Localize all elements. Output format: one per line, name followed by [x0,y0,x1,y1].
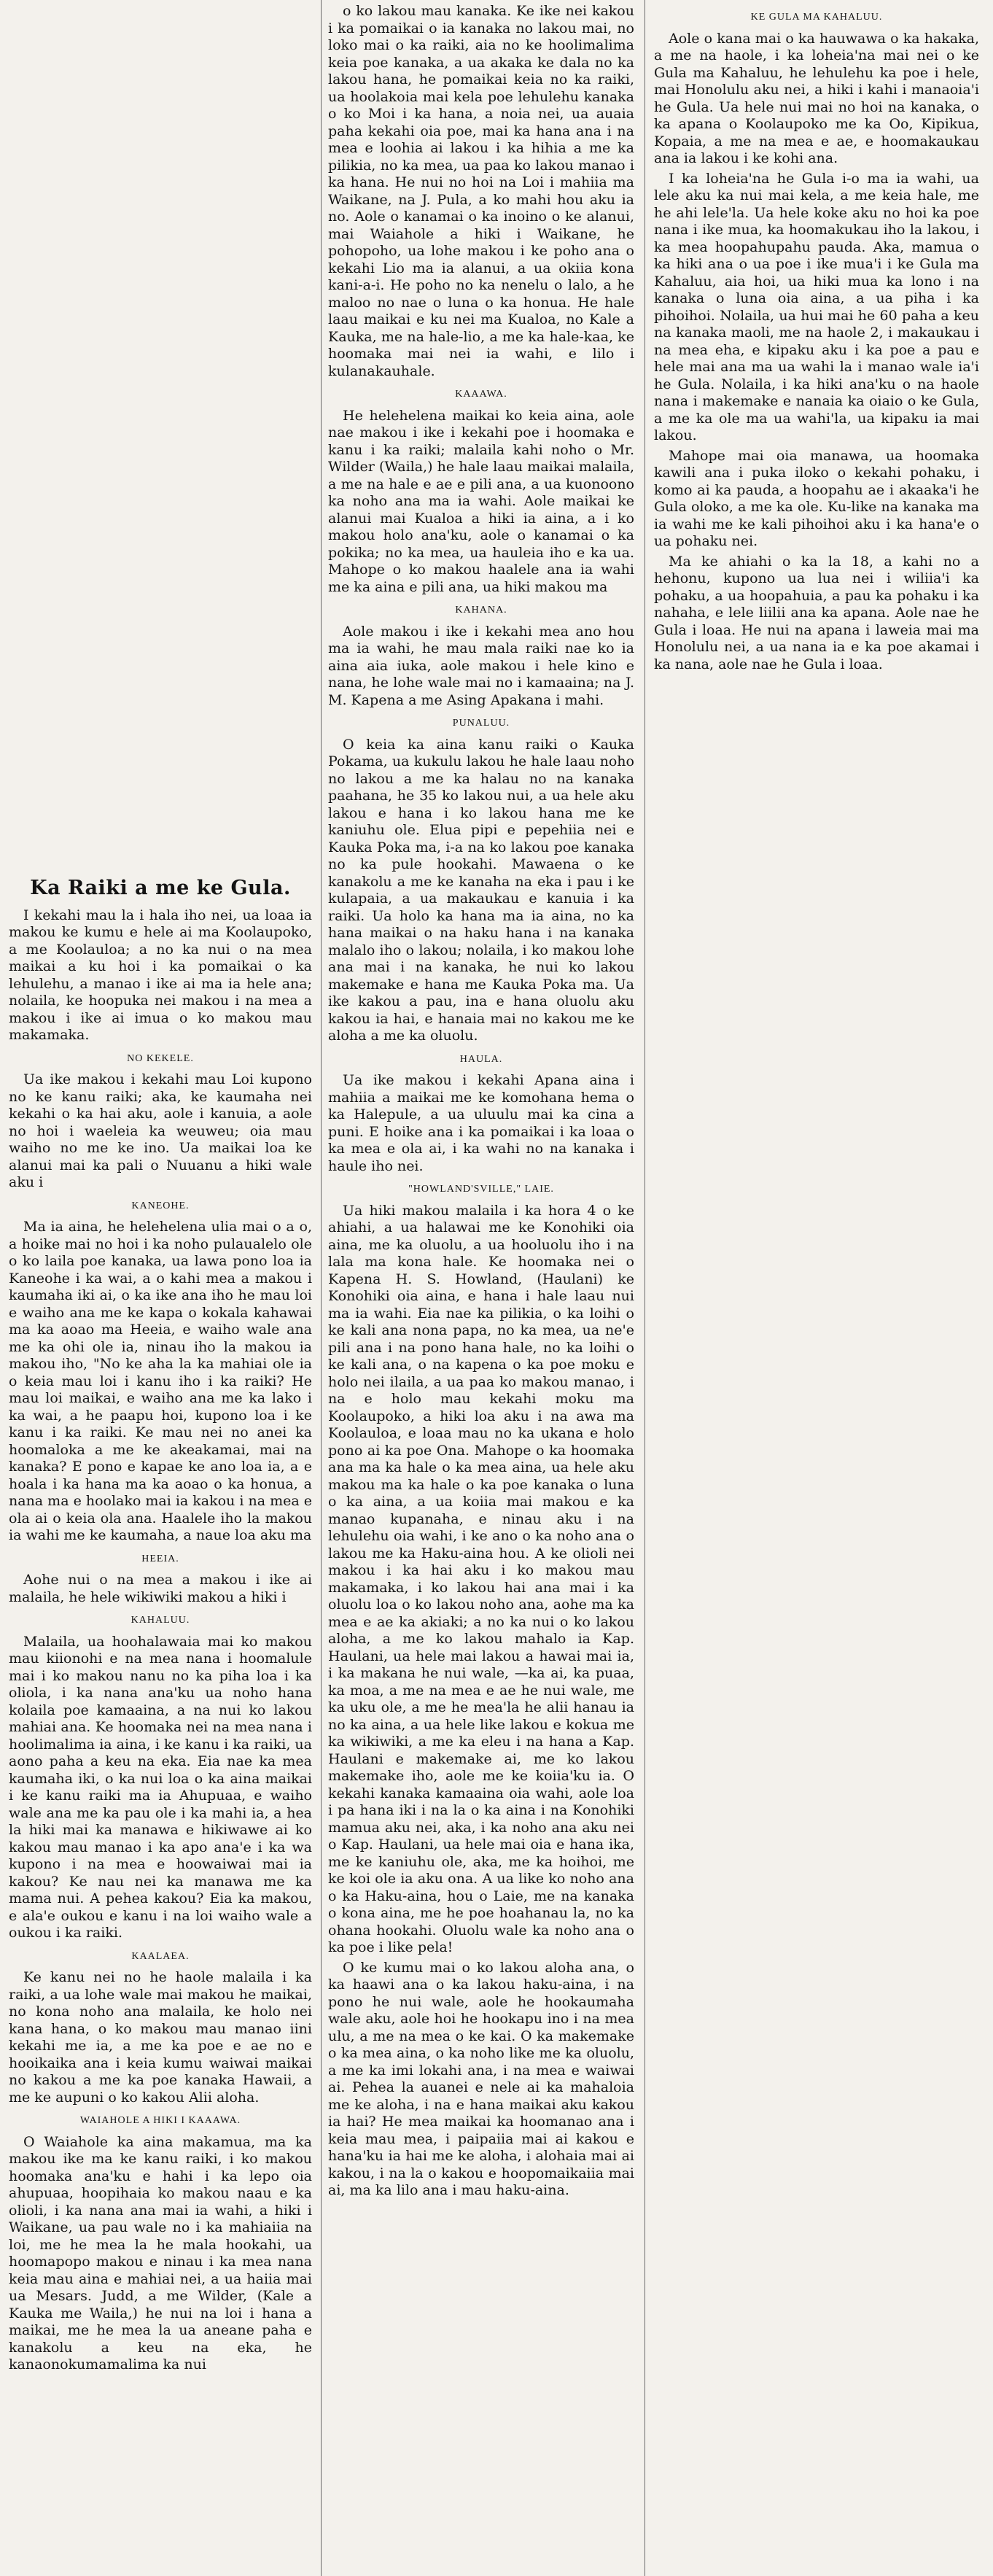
section-text: Ke kanu nei no he haole malaila i ka raiki, a ua lohe wale mai makou he maikai, no kona noho ana malaila, ke holo nei kana hana, o ko makou mau manao iini kekahi me ia, a me ka poe e ae no e hooikaika ana i keia kumu waiwai maikai no kakou a me ka poe kanaka Hawaii, a me ke aupuni o ko kakou Alii aloha. [9,1969,312,2106]
section-heading: "HOWLAND'SVILLE," LAIE. [408,1184,554,1195]
article-intro: I kekahi mau la i hala iho nei, ua loaa ia makou ke kumu e hele ai ma Koolaupoko, a me Koolauloa; a no ka nui o na mea maikai a ku hoi i ka pomaikai o ka lehulehu, a manao i ike ai ma ia hele ana; nolaila, ke hoopuka nei makou i na mea a makou i ike ai imua o ko makou mau makamaka. [9,907,312,1043]
section-text: O Waiahole ka aina makamua, ma ka makou ike ma ke kanu raiki, i ko makou hoomaka ana'ku e hahi i ka lepo oia ahupuaa, hoopihaia ko makou naau e ka olioli, i ka nana ana mai ia wahi, a hiki i Waikane, ua pau wale no i ka mahiaiia na loi, me he mea la he mala hookahi, ua hoomapopo makou e ninau i ka mea nana keia mau aina e mahiai nei, a ua haiia mai ua Mesars. Judd, a me Wilder, (Kale a Kauka me Waila,) he nui na loi i hana a maikai, me he mea la ua aneane paha e kanakolu a keu na eka, he kanaonokumamalima ka nui [9,2133,312,2373]
section-heading: NO KEKELE. [127,1052,194,1064]
section-text: Mahope mai oia manawa, ua hoomaka kawili ana i puka iloko o kekahi pohaku, i komo ai ka pauda, a hoopahu ae i akaaka'i he Gula oloko, a me ka ole. Ku-like na kanaka ma ia wahi me ke kali pihoihoi aku i ka hana'e o ua pohaku nei. [654,447,979,549]
section-heading: PUNALUU. [452,718,510,729]
section-text: Ua ike makou i kekahi mau Loi kupono no ke kanu raiki; aka, ke kaumaha nei kekahi o ka hai aku, aole i kanuia, a aole no hoi i waeleia ka weuweu; oia mau waiho no me ke ino. Ua maikai loa ke alanui mai ka pali o Nuuanu a hiki wale aku i [9,1071,312,1190]
article-title: Ka Raiki a me ke Gula. [30,877,291,899]
section-heading: HEEIA. [141,1553,179,1564]
section-text: Malaila, ua hoohalawaia mai ko makou mau kiionohi e na mea nana i hoomalule mai i ko makou nanu no ka piha loa i ka oliola, i ka nana ana'ku ua noho hana kolaila poe kamaaina, a na nui ko lakou mahiai ana. Ke hoomaka nei na mea nana i hoolimalima ia aina, i ke kanu i ka raiki, ua aono paha a keu na eka. Eia nae ka mea kaumaha iki, o ka nui loa o ka aina maikai i ke kanu raiki ma ia Ahupuaa, e waiho wale ana me ka pau ole i ka mahi ia, a hea la hiki mai ka manawa e hikiwawe ai ko kakou mau manao i ka apo ana'e i ka wa kupono i na mea e hoowaiwai mai ia kakou? Ke nau nei ka manawa me ka mama nui. A pehea kakou? Eia ka makou, e ala'e oukou e kanu i na loi waiho wale a oukou i ka raiki. [9,1633,312,1941]
section-text: Ma ke ahiahi o ka la 18, a kahi no a hehonu, kupono ua lua nei i wiliia'i ka pohaku, a ua hoopahuia, a pau ka pohaku i ka nahaha, e lele liilii ana ka apana. Aole nae he Gula i loaa. He nui na apana i laweia mai ma Honolulu nei, a ua nana ia e ka poe akamai i ka nana, aole nae he Gula i loaa. [654,553,979,672]
section-text: O ke kumu mai o ko lakou aloha ana, o ka haawi ana o ka lakou haku-aina, i na pono he nui wale, aole he hookaumaha wale aku, aole hoi he hookapu ino i na mea ulu, a me na mea o ke kai. O ka makemake o ka mea aina, o ka noho like me ka oluolu, a me ka imi lokahi ana, i na mea e waiwai ai. Pehea la auanei e nele ai ka mahaloia me ke aloha, i na e hana maikai aku kakou ia hai? He mea maikai ka hoomanao ana i keia mau mea, i paipaiia mai ai kakou e hana'ku ia hai me ke aloha, i alohaia mai ai kakou, i na la o kakou e hoopomaikaiia mai ai, ma ka lilo ana i mau haku-aina. [328,1959,634,2198]
section-heading: HAULA. [459,1053,503,1065]
section-text: Aole makou i ike i kekahi mea ano hou ma ia wahi, he mau mala raiki nae ko ia aina aia iuka, aole makou i hele kino e nana, he lohe wale mai no i kamaaina; na J. M. Kapena a me Asing Apakana i mahi. [328,623,634,708]
column-3 [654,3,979,2567]
section-text: I ka loheia'na he Gula i-o ma ia wahi, ua lele aku ka nui mai kela, a me keia hale, me he ahi lele'la. Ua hele koke aku no hoi ka poe nana i ike mua, ka hoomakukau iho la lakou, i ka mea hoopahupahu pauda. Aka, mamua o ka hiki ana o ua poe i ike mua'i i ke Gula ma Kahaluu, aia hoi, ua hiki mua ka lono i na kanaka o luna oia aina, a ua piha i ka pihoihoi. Nolaila, ua hui mai he 60 paha a keu na kanaka maoli, me na haole 2, i makaukau i na mea eha, e kipaku aku i ka poe a pau e hele mai ana ma ua wahi la i manao wale ia'i he Gula. Nolaila, i ka hiki ana'ku o na haole nana i makemake e nanaia ka oiaio o ke Gula, a me ka ole ma ua wahi'la, ua kipaku ia mai lakou. [654,170,979,443]
section-text: Ua hiki makou malaila i ka hora 4 o ke ahiahi, a ua halawai me ke Konohiki oia aina, me ka oluolu, a ua hooluolu iho i na lala ma kona hale. Ke hoomaka nei o Kapena H. S. Howland, (Haulani) ke Konohiki oia aina, e hana i hale laau nui ma ia wahi. Eia nae ka pilikia, o ka loihi o ke kali ana nona papa, no ka mea, ua ne'e pili ana i na pono hana hale, no ka loihi o ke kali ana, o na kapena o ka poe moku e holo nei ilaila, a ua paa ko makou manao, i na e holo mau kekahi moku ma Koolaupoko, a hiki loa aku i na awa ma Koolauloa, e loaa mau no ka ukana e holo pono ai ka poe Ona. Mahope o ka hoomaka ana ma ka hale o ka mea aina, ua hele aku makou ma ka hale o ka poe kanaka o luna o ka aina, a ua koiia mai makou e ka manao kupanaha, e ninau aku i na lehulehu oia wahi, i ke ano o ka noho ana o lakou me ka Haku-aina hou. A ke olioli nei makou i ka hai aku i ko makou mau makamaka, i ko lakou hai ana mai i ka oluolu loa o ko lakou noho ana, aohe ma ka mea e ae ka akiaki; a no ka nui o ko lakou aloha, a me ko lakou mahalo ia Kap. Haulani, ua hele mai lakou a hawai mai ia, i ka makana he nui wale, —ka ai, ka puaa, ka moa, a me na mea e ae he nui wale, me ka uku ole, a me he mea'la he alii hanau ia no ka aina, a ua hele like lakou e kokua me ka wikiwiki, a me ka eleu i na hana a Kap. Haulani e makemake ai, me ko lakou makemake iho, aole me ke koiia'ku ia. O kekahi kanaka kamaaina oia wahi, aole loa i pa hana iki i na la o ka aina i na Konohiki mamua aku nei, aka, i ka noho ana aku nei o Kap. Haulani, ua hele mai oia e hana ika, me ke kaniuhu ole, aka, me ka hoihoi, me ke koi ole ia aku ona. A ua like ko noho ana o ka Haku-aina, hou o Laie, me na kanaka o kona aina, me he poe hoahanau la, no ka ohana hookahi. Oluolu wale ka noho ana o ka poe i like pela! [328,1202,634,1955]
section-text: o ko lakou mau kanaka. Ke ike nei kakou i ka pomaikai o ia kanaka no lakou mai, no loko mai o ka raiki, aia no ke hoolimalima keia poe kanaka, a ua akaka ke dala no ka lakou hana, he pomaikai keia no ka raiki, ua hoolakoia mai kela poe lehulehu kanaka o ko Moi i ka hana, a noia nei, ua auaia paha kekahi oia poe, mai ka hana ana i na mea e loohia ai lakou i ka hihia a me ka pilikia, no ka mea, ua paa ko lakou manao i ka hana. He nui no hoi na Loi i mahiia ma Waikane, na J. Pula, a ko mahi hou aku ia no. Aole o kanamai o ka inoino o ke alanui, mai Waiahole a hiki i Waikane, he pohopoho, ua lohe makou i ke poho ana o kekahi Lio ma ia alanui, a ua okiia kona kani-a-i. He poho no ka nenelu o lalo, a he maloo no nae o luna o ka honua. He hale laau maikai e ku nei ma Kualoa, no Kale a Kauka, me na hale-lio, a me ka hale-kaa, ke hoomaka mai nei ia wahi, e lilo i kulanakauhale. [328,3,634,379]
section-text: O keia ka aina kanu raiki o Kauka Pokama, ua kukulu lakou he hale laau noho no lakou a me ka halau no na kanaka paahana, he 35 ko lakou nui, a ua hele aku lakou e hana i ko lakou hana me ke kaniuhu ole. Elua pipi e pepehiia nei e Kauka Poka ma, i-a na ko lakou poe kanaka no ka pule hookahi. Mawaena o ke kanakolu a me ke kanaha na eka i pau i ke kulapaia, a ua makaukau e kanuia i ka raiki. Ua holo ka hana ma ia aina, no ka hana maikai o na haku hana i na kanaka malalo iho o lakou; nolaila, i ko makou lohe ana mai i na kanaka, he nui ko lakou makemake e hana me Kauka Poka ma. Ua ike kakou a pau, ina e hana oluolu aku kakou ia hai, e hanaia mai no kakou me ke aloha a me ka oluolu. [328,736,634,1044]
section-text: Aole o kana mai o ka hauwawa o ka hakaka, a me na haole, i ka loheia'na mai nei o ke Gula ma Kahaluu, he lehulehu ka poe i hele, mai Honolulu aku nei, a hiki i kahi i manaoia'i he Gula. Ua hele nui mai no hoi na kanaka, o ka apana o Koolaupoko me ka Oo, Kipikua, Kopaia, a me na mea e ae, e hoomakaukau ana ia lakou i ke kohi ana. [654,30,979,166]
section-heading: KAHANA. [455,605,507,616]
section-heading: KAAAWA. [455,389,507,400]
column-2 [328,3,634,2567]
column-rule [321,0,322,2576]
section-heading: KAALAEA. [131,1950,190,1962]
section-text: He helehelena maikai ko keia aina, aole nae makou i ike i kekahi poe i hoomaka e kanu i ka raiki; malaila kahi noho o Mr. Wilder (Waila,) he hale laau maikai malaila, a me na hale e ae e pili ana, a ua kuonoono ka noho ana ma ia wahi. Aole maikai ke alanui mai Kualoa a hiki ia aina, a i ko makou holo ana'ku, aole o kanamai o ka pokika; no ka mea, ua hauleia iho e ka ua. Mahope o ko makou haalele ana ia wahi me ka aina e pili ana, ua hiki makou ma [328,407,634,595]
section-text: Ua ike makou i kekahi Apana aina i mahiia a maikai me ke komohana hema o ka Halepule, a ua uluulu mai ka cina a puni. E hoike ana i ka pomaikai i ka loaa o ka mea e ola ai, i ka wahi no na kanaka i haule iho nei. [328,1072,634,1174]
section-heading: KE GULA MA KAHALUU. [750,12,883,23]
section-text: Ma ia aina, he helehelena ulia mai o a o, a hoike mai no hoi i ka noho pulaualelo ole o ko laila poe kanaka, ua lawa pono loa ia Kaneohe i ka wai, a o kahi mea a makou i kaumaha iki ai, o ka ike ana iho he mau loi e waiho ana me ke kapa o kokala kahawai ma ka aoao ma Heeia, e waiho wale ana me ka ohi ole ia, ninau iho la makou ia makou iho, "No ke aha la ka mahiai ole ia o keia mau loi i kanu iho i ka raiki? He mau loi maikai, e waiho ana me ka lako i ka wai, a he paapu hoi, kupono loa i ke kanu i ka raiki. Ke mau nei no anei ka hoomaloka a me ke akeakamai, mai na kanaka? E pono e kapae ke ano loa ia, a e hoala i ka hana ma ka aoao o ka honua, a nana ma e hoolako mai ia kakou i na mea e ola ai o keia ola ana. Haalele iho la makou ia wahi me ke kaumaha, a naue loa aku ma [9,1219,312,1543]
section-heading: KANEOHE. [131,1200,190,1211]
section-text: Aohe nui o na mea a makou i ike ai malaila, he hele wikiwiki makou a hiki i [9,1572,312,1605]
section-heading: KAHALUU. [131,1615,190,1626]
section-heading: WAIAHOLE A HIKI I KAAAWA. [79,2115,241,2126]
column-1 [9,853,312,2567]
